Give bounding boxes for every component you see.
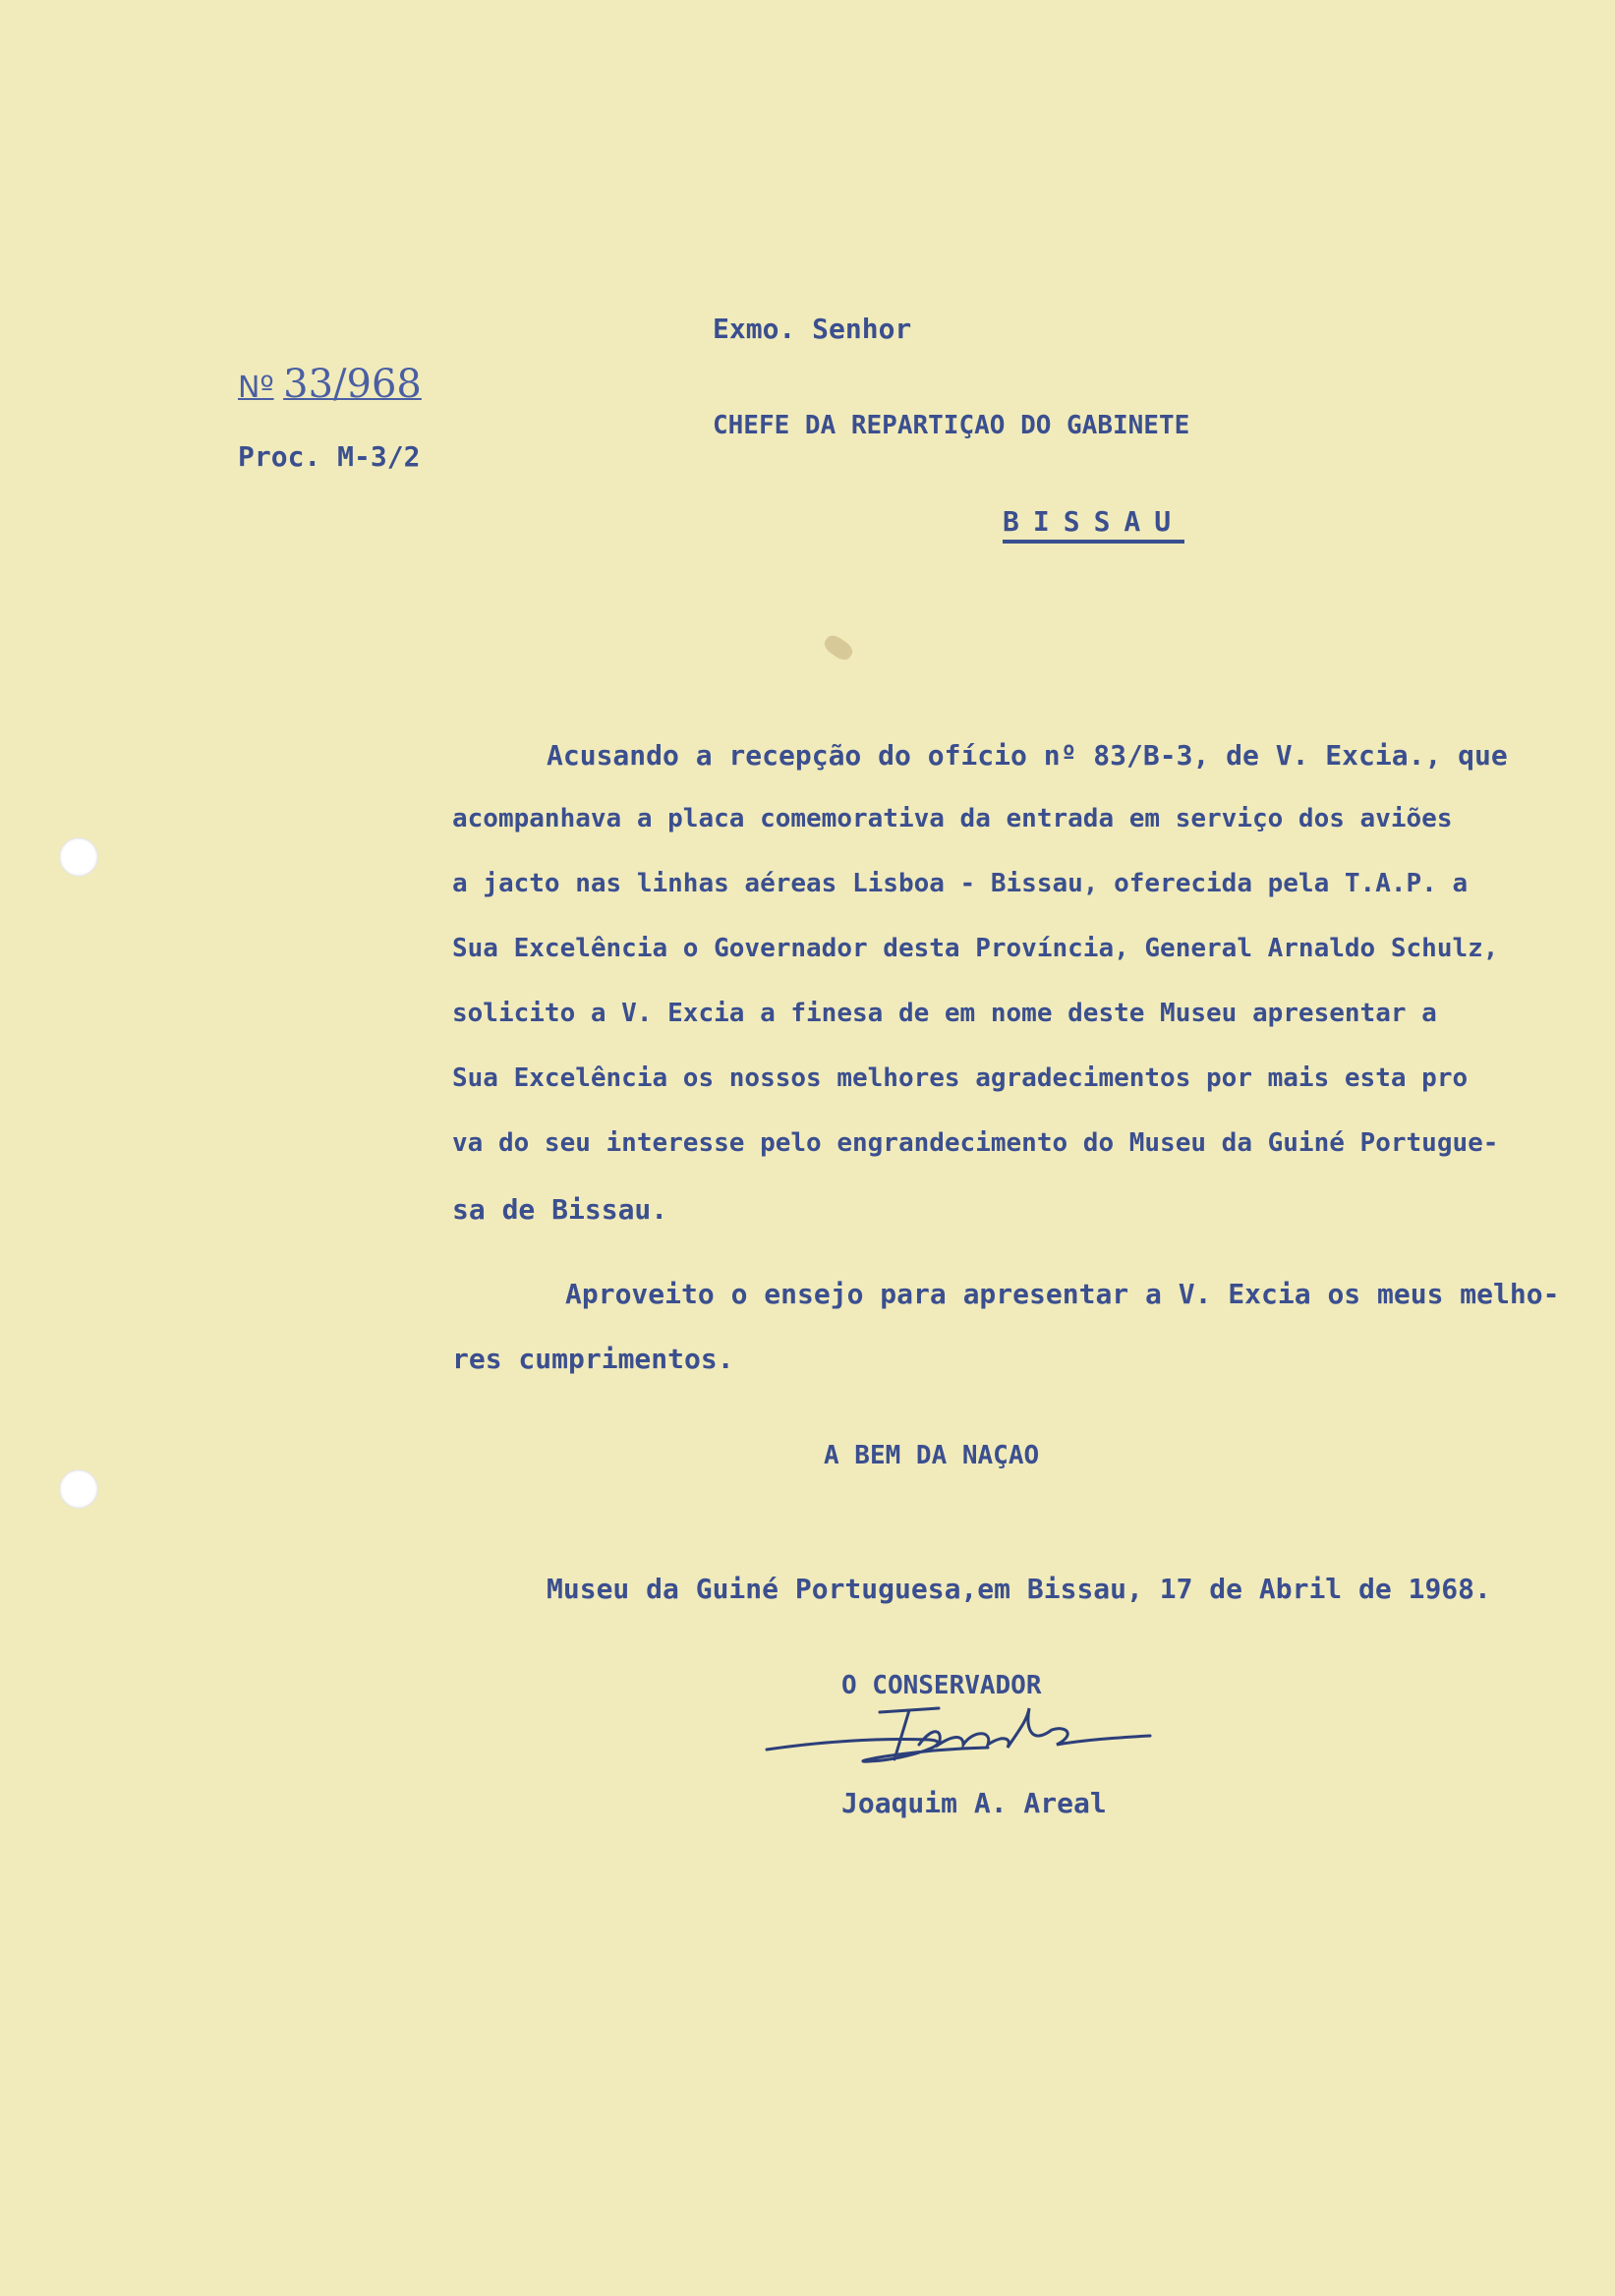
signatory-role: O CONSERVADOR xyxy=(841,1671,1042,1700)
city-name: BISSAU xyxy=(1003,505,1184,544)
motto: A BEM DA NAÇAO xyxy=(824,1441,1040,1470)
punch-hole-top xyxy=(59,837,98,877)
process-reference: Proc. M-3/2 xyxy=(238,440,421,473)
closing-line: res cumprimentos. xyxy=(452,1343,734,1375)
body-line: solicito a V. Excia a finesa de em nome deste Museu apresentar a xyxy=(452,999,1437,1028)
salutation: Exmo. Senhor xyxy=(713,313,912,345)
body-line: a jacto nas linhas aéreas Lisboa - Bissau, oferecida pela T.A.P. a xyxy=(452,869,1469,898)
place-date: Museu da Guiné Portuguesa,em Bissau, 17 de Abril de 1968. xyxy=(547,1573,1491,1605)
reference-number-handwritten: 33/968 xyxy=(283,362,422,407)
city-heading xyxy=(1003,505,1184,538)
reference-number-prefix: Nº xyxy=(238,371,274,405)
signatory-name: Joaquim A. Areal xyxy=(841,1787,1107,1819)
body-line: Acusando a recepção do ofício nº 83/B-3, de V. Excia., que xyxy=(547,739,1508,772)
closing-line: Aproveito o ensejo para apresentar a V. Excia os meus melho- xyxy=(565,1278,1560,1310)
handwritten-signature xyxy=(762,1691,1155,1779)
body-line: va do seu interesse pelo engrandecimento do Museu da Guiné Portugue- xyxy=(452,1128,1499,1158)
punch-hole-bottom xyxy=(59,1469,98,1509)
body-line: acompanhava a placa comemorativa da entrada em serviço dos aviões xyxy=(452,804,1453,833)
paper-smudge xyxy=(822,632,856,663)
recipient-title: CHEFE DA REPARTIÇAO DO GABINETE xyxy=(713,411,1190,440)
body-line: Sua Excelência os nossos melhores agradecimentos por mais esta pro xyxy=(452,1063,1469,1093)
reference-number xyxy=(238,362,422,407)
body-line: Sua Excelência o Governador desta Província, General Arnaldo Schulz, xyxy=(452,934,1499,963)
body-line: sa de Bissau. xyxy=(452,1193,668,1226)
